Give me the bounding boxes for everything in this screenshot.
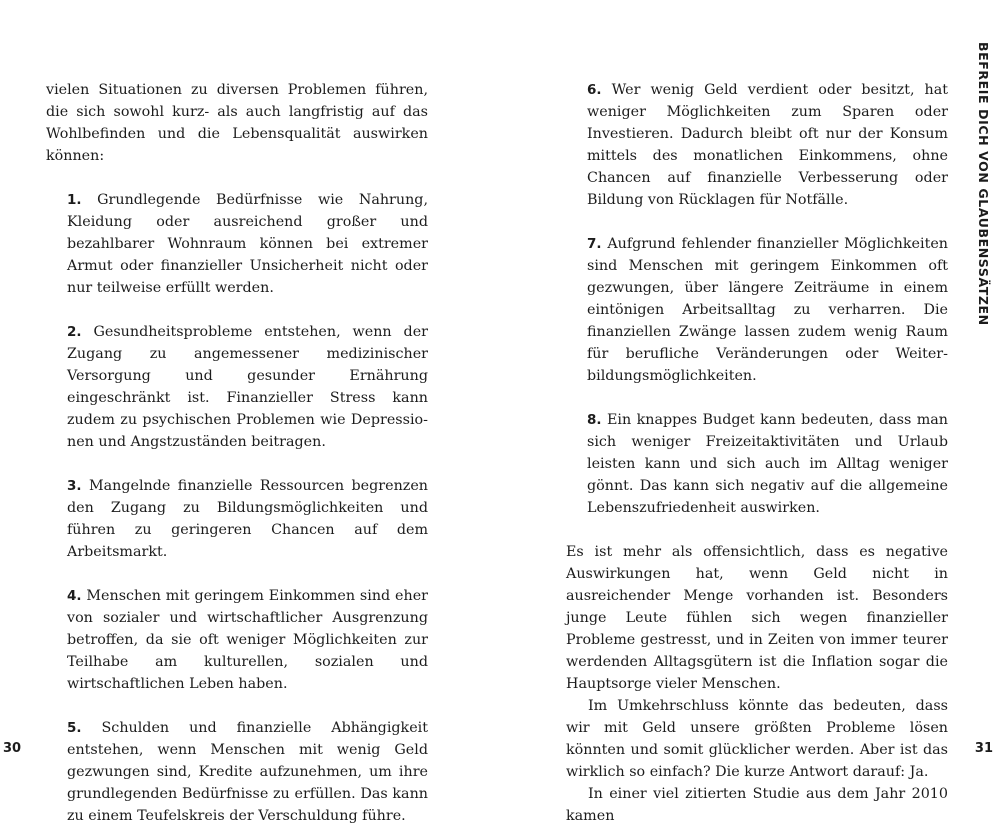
list-number: 7. bbox=[587, 236, 602, 252]
body-paragraph-3: In einer viel zitierten Studie aus dem Jahr 2010 kamen bbox=[566, 786, 948, 824]
list-item-text: Mangelnde finanzielle Ressourcen begrenzen den Zugang zu Bildungsmöglichkeiten und führen zu geringeren Chancen auf dem Arbeitsmarkt. bbox=[67, 478, 428, 560]
page-number-right: 31 bbox=[974, 741, 993, 756]
left-page bbox=[0, 0, 500, 824]
list-number: 4. bbox=[67, 588, 82, 604]
right-page bbox=[500, 0, 1000, 824]
list-item-text: Wer wenig Geld verdient oder besitzt, hat weniger Möglichkeiten zum Sparen oder Investieren. Dadurch bleibt oft nur der Konsum mittels des monatlichen Einkommens, ohne Chancen auf finanzielle Verbesserung oder Bildung von Rücklagen für Notfälle. bbox=[587, 82, 948, 208]
list-number: 6. bbox=[587, 82, 602, 98]
list-item-1 bbox=[67, 189, 428, 299]
list-item-8 bbox=[587, 409, 948, 519]
list-item-text: Schulden und finanzielle Abhängigkeit entstehen, wenn Menschen mit wenig Geld gezwungen sind, Kredite aufzunehmen, um ihre grundlegenden Bedürfnisse zu erfüllen. Das kann zu einem Teufelskreis der Verschuldung führe. bbox=[67, 720, 428, 824]
list-number: 5. bbox=[67, 720, 82, 736]
list-item-3 bbox=[67, 475, 428, 563]
list-item-5 bbox=[67, 717, 428, 827]
list-item-7 bbox=[587, 233, 948, 387]
left-page-text bbox=[46, 79, 428, 827]
page-number-left: 30 bbox=[3, 741, 22, 756]
running-head: BEFREIE DICH VON GLAUBENSSÄTZEN bbox=[976, 42, 991, 326]
list-item-6 bbox=[587, 79, 948, 211]
list-item-text: Menschen mit geringem Einkommen sind eher von sozialer und wirtschaftlicher Ausgrenzung betroffen, da sie oft weniger Möglichkeiten zur Teilhabe am kulturellen, sozialen und wirtschaftlichen Leben haben. bbox=[67, 588, 429, 692]
list-item-text: Ein knappes Budget kann bedeuten, dass man sich weniger Freizeitaktivitäten und Urlaub leisten kann und sich auch im Alltag weniger gönnt. Das kann sich negativ auf die allgemeine Lebenszufriedenheit auswirken. bbox=[587, 412, 949, 516]
body-paragraph-2: Im Umkehrschluss könnte das bedeuten, dass wir mit Geld unsere größten Probleme lösen könnten und somit glücklicher werden. Aber ist das wirklich so einfach? Die kurze Antwort darauf: Ja. bbox=[566, 698, 948, 780]
list-item-text: Aufgrund fehlender finanzieller Möglichkeiten sind Menschen mit geringem Einkommen oft gezwungen, über längere Zeiträume in einem eintönigen Arbeitsalltag zu verharren. Die finanziellen Zwänge lassen zudem wenig Raum für berufliche Veränderungen oder Weiterbildungsmöglichkeiten. bbox=[587, 236, 949, 384]
list-item-4 bbox=[67, 585, 428, 695]
intro-paragraph: vielen Situationen zu diversen Problemen führen, die sich sowohl kurz- als auch langfristig auf das Wohlbefinden und die Lebensqualität auswirken können: bbox=[46, 82, 428, 164]
list-item-text: Gesundheitsprobleme entstehen, wenn der Zugang zu angemessener medizinischer Versorgung und gesunder Ernährung eingeschränkt ist. Finanzieller Stress kann zudem zu psychischen Problemen wie Depressionen und Angstzuständen beitragen. bbox=[67, 324, 428, 450]
list-number: 8. bbox=[587, 412, 602, 428]
body-paragraph-1: Es ist mehr als offensichtlich, dass es negative Auswirkungen hat, wenn Geld nicht in ausreichender Menge vorhanden ist. Besonders junge Leute fühlen sich wegen finanzieller Probleme gestresst, und in Zeiten von immer teurer werdenden Alltagsgütern ist die Inflation sogar die Hauptsorge vieler Menschen. bbox=[566, 544, 948, 692]
list-item-2 bbox=[67, 321, 428, 453]
right-page-text bbox=[566, 79, 948, 827]
list-number: 3. bbox=[67, 478, 82, 494]
list-number: 1. bbox=[67, 192, 82, 208]
list-item-text: Grundlegende Bedürfnisse wie Nahrung, Kleidung oder ausreichend großer und bezahlbarer Wohnraum können bei extremer Armut oder finanzieller Unsicherheit nicht oder nur teilweise erfüllt werden. bbox=[67, 192, 429, 296]
list-number: 2. bbox=[67, 324, 82, 340]
